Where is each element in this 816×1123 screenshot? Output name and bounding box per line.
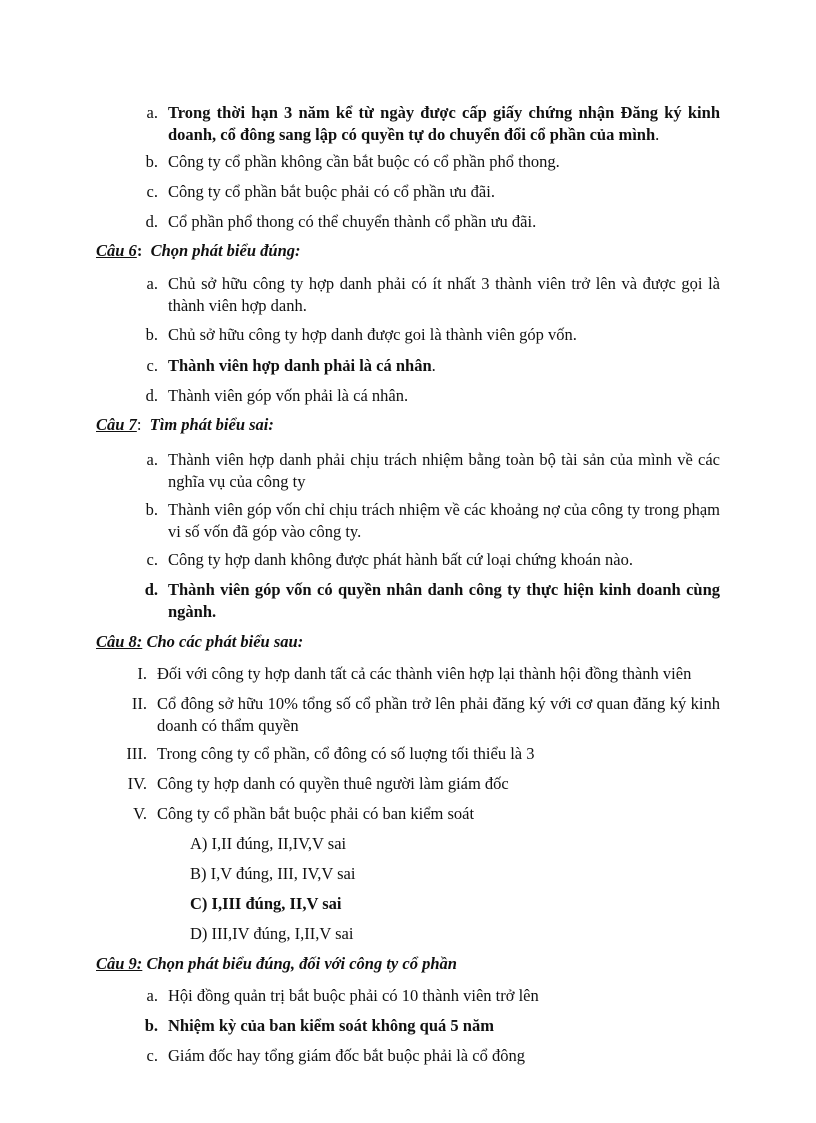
q8-choice-b: B) I,V đúng, III, IV,V sai <box>190 864 356 883</box>
option-label: c. <box>146 356 158 375</box>
option-label: d. <box>145 212 158 231</box>
option-text: Hội đồng quản trị bắt buộc phải có 10 thành viên trở lên <box>168 986 539 1005</box>
statement-text: Cổ đông sở hữu 10% tổng số cổ phần trở lên phải đăng ký với cơ quan đăng ký kinh doanh có thẩm quyền <box>157 694 720 735</box>
option-text: Thành viên hợp danh phải chịu trách nhiệm bằng toàn bộ tài sản của mình về các nghĩa vụ của công ty <box>168 450 720 491</box>
option-label: a. <box>146 450 158 469</box>
question-number: Câu 8: <box>96 632 143 651</box>
option-text: Thành viên góp vốn có quyền nhân danh công ty thực hiện kinh doanh cùng ngành. <box>168 580 720 621</box>
option-label: c. <box>146 1046 158 1065</box>
option-label: c. <box>146 550 158 569</box>
option-text: Thành viên hợp danh phải là cá nhân. <box>168 356 436 375</box>
statement-text: Công ty hợp danh có quyền thuê người làm giám đốc <box>157 774 509 793</box>
question-prompt: Chọn phát biểu đúng: <box>150 241 301 260</box>
option-label: a. <box>146 274 158 293</box>
option-text: Cổ phần phổ thong có thể chuyển thành cổ phần ưu đãi. <box>168 212 537 231</box>
statement-label: IV. <box>127 774 147 793</box>
option-text: Chủ sở hữu công ty hợp danh phải có ít nhất 3 thành viên trở lên và được gọi là thành viên hợp danh. <box>168 274 720 315</box>
question-8-heading <box>96 631 303 653</box>
question-number: Câu 7 <box>96 415 137 434</box>
statement-label: I. <box>137 664 147 683</box>
option-text: Chủ sở hữu công ty hợp danh được goi là thành viên góp vốn. <box>168 325 577 344</box>
statement-label: III. <box>126 744 147 763</box>
q8-choice-d: D) III,IV đúng, I,II,V sai <box>190 924 354 943</box>
option-label: d. <box>144 580 158 599</box>
question-prompt: Chọn phát biểu đúng, đối với công ty cổ phần <box>146 954 457 973</box>
option-label: b. <box>145 152 158 171</box>
question-6-heading: Câu 6: Chọn phát biểu đúng: <box>96 241 301 260</box>
option-text: Giám đốc hay tổng giám đốc bắt buộc phải là cổ đông <box>168 1046 525 1065</box>
question-number: Câu 9: <box>96 954 143 973</box>
option-text: Thành viên góp vốn phải là cá nhân. <box>168 386 409 405</box>
statement-text: Đối với công ty hợp danh tất cả các thành viên hợp lại thành hội đồng thành viên <box>157 664 692 683</box>
option-text: Công ty cổ phần bắt buộc phải có cổ phần ưu đãi. <box>168 182 495 201</box>
option-label: d. <box>145 386 158 405</box>
q8-choice-a: A) I,II đúng, II,IV,V sai <box>190 834 347 853</box>
option-label: b. <box>145 325 158 344</box>
statement-text: Trong công ty cổ phần, cổ đông có số luợng tối thiểu là 3 <box>157 744 535 763</box>
statement-label: II. <box>131 694 147 713</box>
question-prompt: Tìm phát biểu sai: <box>149 415 274 434</box>
option-label: a. <box>146 103 158 122</box>
option-label: c. <box>146 182 158 201</box>
option-label: b. <box>145 500 158 519</box>
statement-label: V. <box>133 804 147 823</box>
q8-choice-c: C) I,III đúng, II,V sai <box>190 894 342 913</box>
option-label: b. <box>144 1016 158 1035</box>
option-text: Công ty hợp danh không được phát hành bất cứ loại chứng khoán nào. <box>168 550 633 569</box>
statement-text: Công ty cổ phần bắt buộc phải có ban kiểm soát <box>157 804 475 823</box>
option-text: Trong thời hạn 3 năm kể từ ngày được cấp giấy chứng nhận Đăng ký kinh doanh, cổ đông sang lập có quyền tự do chuyển đổi cổ phần của mình. <box>168 103 720 144</box>
question-9-heading <box>96 953 457 975</box>
option-label: a. <box>146 986 158 1005</box>
question-prompt: Cho các phát biểu sau: <box>146 632 304 651</box>
option-text: Công ty cổ phần không cần bắt buộc có cổ phần phổ thong. <box>168 152 560 171</box>
option-text: Thành viên góp vốn chỉ chịu trách nhiệm về các khoảng nợ của công ty trong phạm vi số vốn đã góp vào công ty. <box>168 500 720 541</box>
question-7-heading: Câu 7: Tìm phát biểu sai: <box>96 415 274 434</box>
question-number: Câu 6 <box>96 241 137 260</box>
option-text: Nhiệm kỳ của ban kiểm soát không quá 5 năm <box>168 1016 494 1035</box>
